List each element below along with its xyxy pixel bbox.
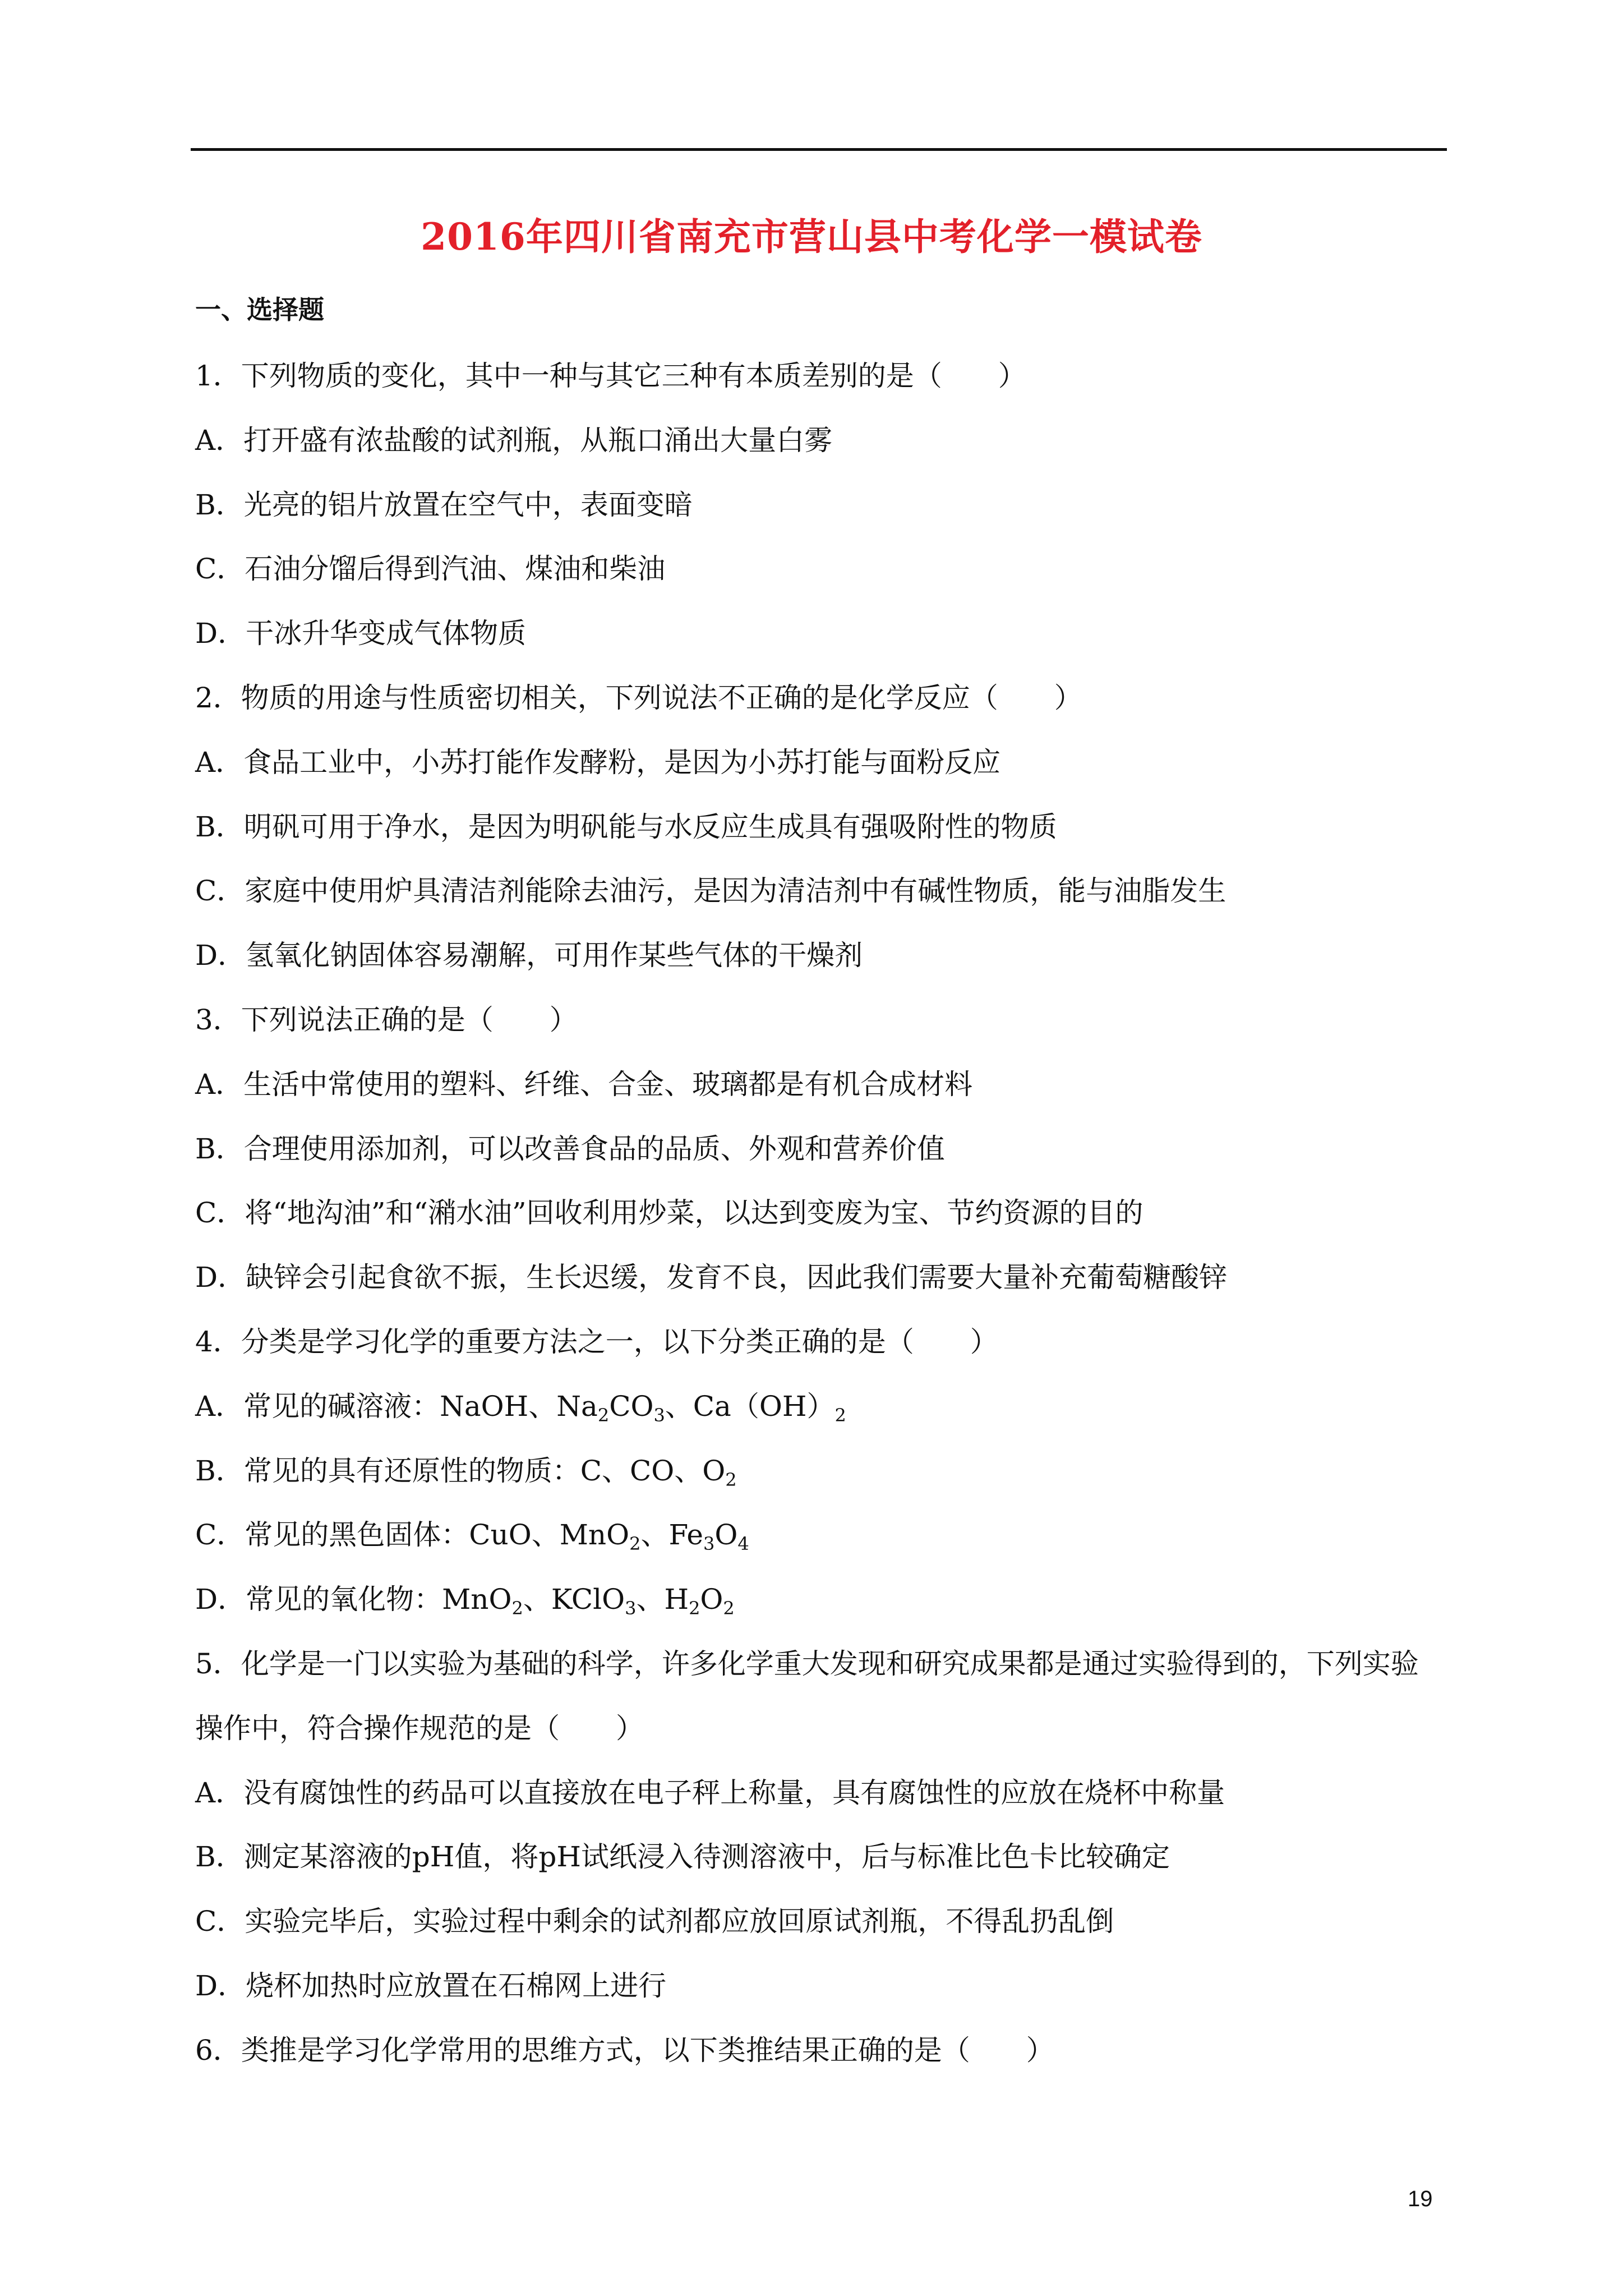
question-2-option-d: D．氢氧化钠固体容易潮解，可用作某些气体的干燥剂 (195, 939, 863, 972)
question-2-option-b: B．明矾可用于净水，是因为明矾能与水反应生成具有强吸附性的物质 (195, 810, 1057, 843)
question-6-stem: 6．类推是学习化学常用的思维方式，以下类推结果正确的是（ ） (195, 2033, 1054, 2067)
question-2-option-c: C．家庭中使用炉具清洁剂能除去油污，是因为清洁剂中有碱性物质，能与油脂发生 (195, 875, 1227, 908)
header-rule (191, 148, 1447, 151)
question-5-stem: 5．化学是一门以实验为基础的科学，许多化学重大发现和研究成果都是通过实验得到的，下列实验 (195, 1647, 1419, 1680)
question-2-option-a: A．食品工业中，小苏打能作发酵粉，是因为小苏打能与面粉反应 (195, 746, 1001, 779)
question-3-option-c: C．将“地沟油”和“潲水油”回收利用炒菜，以达到变废为宝、节约资源的目的 (195, 1197, 1144, 1230)
question-list (195, 359, 1451, 2098)
question-5-stem-continued: 操作中，符合操作规范的是（ ） (195, 1711, 644, 1745)
question-4-option-b: B．常见的具有还原性的物质：C、CO、$O_2$ (195, 1454, 737, 1490)
question-4-option-d: D．常见的氧化物：MnO$_2$、KClO$_3$、$H_2O_2$ (195, 1583, 735, 1619)
question-5-option-d: D．烧杯加热时应放置在石棉网上进行 (195, 1969, 667, 2002)
question-5-option-b: B．测定某溶液的pH值，将pH试纸浸入待测溶液中，后与标准比色卡比较确定 (195, 1841, 1170, 1874)
question-3-option-b: B．合理使用添加剂，可以改善食品的品质、外观和营养价值 (195, 1132, 945, 1165)
page-number: 19 (1408, 2187, 1433, 2211)
question-5-option-c: C．实验完毕后，实验过程中剩余的试剂都应放回原试剂瓶，不得乱扔乱倒 (195, 1905, 1114, 1938)
question-1-stem: 1．下列物质的变化，其中一种与其它三种有本质差别的是（ ） (195, 360, 1026, 392)
question-1-option-b: B．光亮的铝片放置在空气中，表面变暗 (195, 488, 693, 521)
question-4-option-c: C．常见的黑色固体：CuO、MnO$_2$、$Fe_3O_4$ (195, 1519, 749, 1555)
question-3-option-d: D．缺锌会引起食欲不振，生长迟缓，发育不良，因此我们需要大量补充葡萄糖酸锌 (195, 1261, 1228, 1294)
exam-title: 2016年四川省南充市营山县中考化学一模试卷 (421, 215, 1202, 259)
question-1-option-a: A．打开盛有浓盐酸的试剂瓶，从瓶口涌出大量白雾 (195, 424, 833, 457)
question-2-stem: 2．物质的用途与性质密切相关，下列说法不正确的是化学反应（ ） (195, 681, 1082, 714)
question-1-option-d: D．干冰升华变成气体物质 (195, 617, 527, 650)
question-4-option-a: A．常见的碱溶液：NaOH、$Na_2CO_3$、$Ca(OH)_2$ (195, 1389, 846, 1426)
question-3-stem: 3．下列说法正确的是（ ） (195, 1003, 578, 1036)
question-4-stem: 4．分类是学习化学的重要方法之一，以下分类正确的是（ ） (195, 1325, 998, 1358)
section-heading: 一、选择题 (195, 295, 324, 325)
question-1-option-c: C．石油分馏后得到汽油、煤油和柴油 (195, 553, 666, 586)
question-5-option-a: A．没有腐蚀性的药品可以直接放在电子秤上称量，具有腐蚀性的应放在烧杯中称量 (195, 1776, 1225, 1809)
question-3-option-a: A．生活中常使用的塑料、纤维、合金、玻璃都是有机合成材料 (195, 1068, 973, 1101)
